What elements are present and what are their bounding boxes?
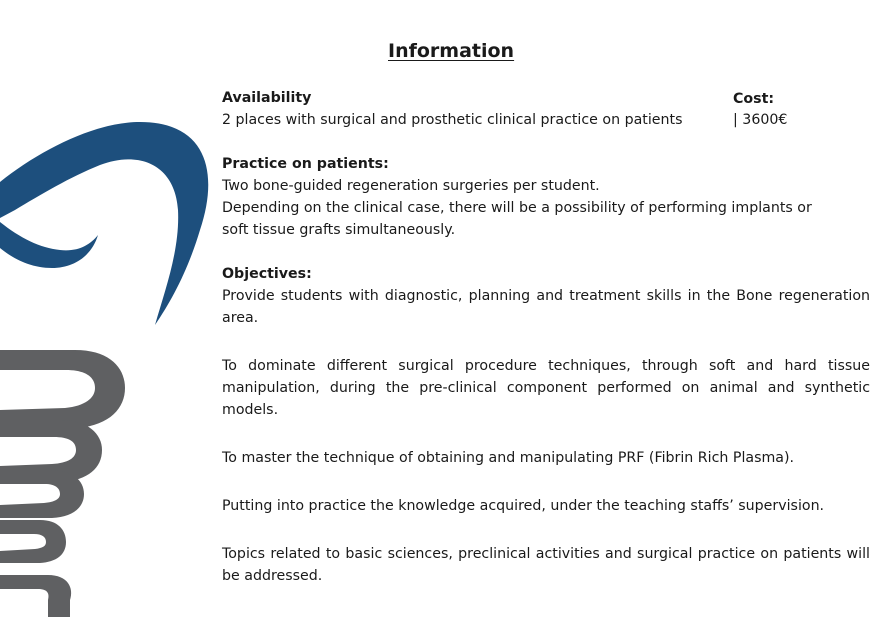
- availability-row: [222, 87, 870, 109]
- objective-paragraph: Putting into practice the knowledge acquired, under the teaching staffs’ supervision.: [222, 498, 825, 514]
- page-title: Information: [388, 40, 515, 62]
- practice-line: Two bone-guided regeneration surgeries per student.: [222, 178, 600, 194]
- objectives-section: [222, 263, 870, 587]
- info-content: [222, 87, 870, 587]
- brand-logo-graphic: [0, 0, 230, 617]
- practice-label: Practice on patients:: [222, 156, 389, 172]
- availability-label: Availability: [222, 90, 312, 106]
- logo-gray-curve-5: [0, 575, 71, 617]
- objective-paragraph: Topics related to basic sciences, preclinical activities and surgical practice on patients will be addressed.: [222, 546, 870, 584]
- objectives-label: Objectives:: [222, 266, 312, 282]
- practice-line: Depending on the clinical case, there will be a possibility of performing implants or: [222, 200, 812, 216]
- objective-paragraph: Provide students with diagnostic, planning and treatment skills in the Bone regeneration area.: [222, 288, 870, 326]
- logo-gray-curve-3: [0, 470, 84, 518]
- logo-gray-curve-4: [0, 520, 66, 563]
- logo-blue-swoosh: [0, 122, 208, 325]
- availability-value-row: [222, 109, 870, 131]
- practice-section: [222, 153, 870, 241]
- objective-paragraph: To dominate different surgical procedure techniques, through soft and hard tissue manipulation, during the pre-clinical component performed on animal and synthetic models.: [222, 358, 870, 418]
- logo-blue-lower: [0, 222, 98, 268]
- objective-paragraph: To master the technique of obtaining and manipulating PRF (Fibrin Rich Plasma).: [222, 450, 795, 466]
- cost-label: Cost:: [733, 91, 775, 107]
- logo-gray-curve-1: [0, 350, 125, 430]
- cost-value: | 3600€: [733, 112, 788, 128]
- practice-line: soft tissue grafts simultaneously.: [222, 222, 456, 238]
- availability-text: 2 places with surgical and prosthetic clinical practice on patients: [222, 112, 683, 128]
